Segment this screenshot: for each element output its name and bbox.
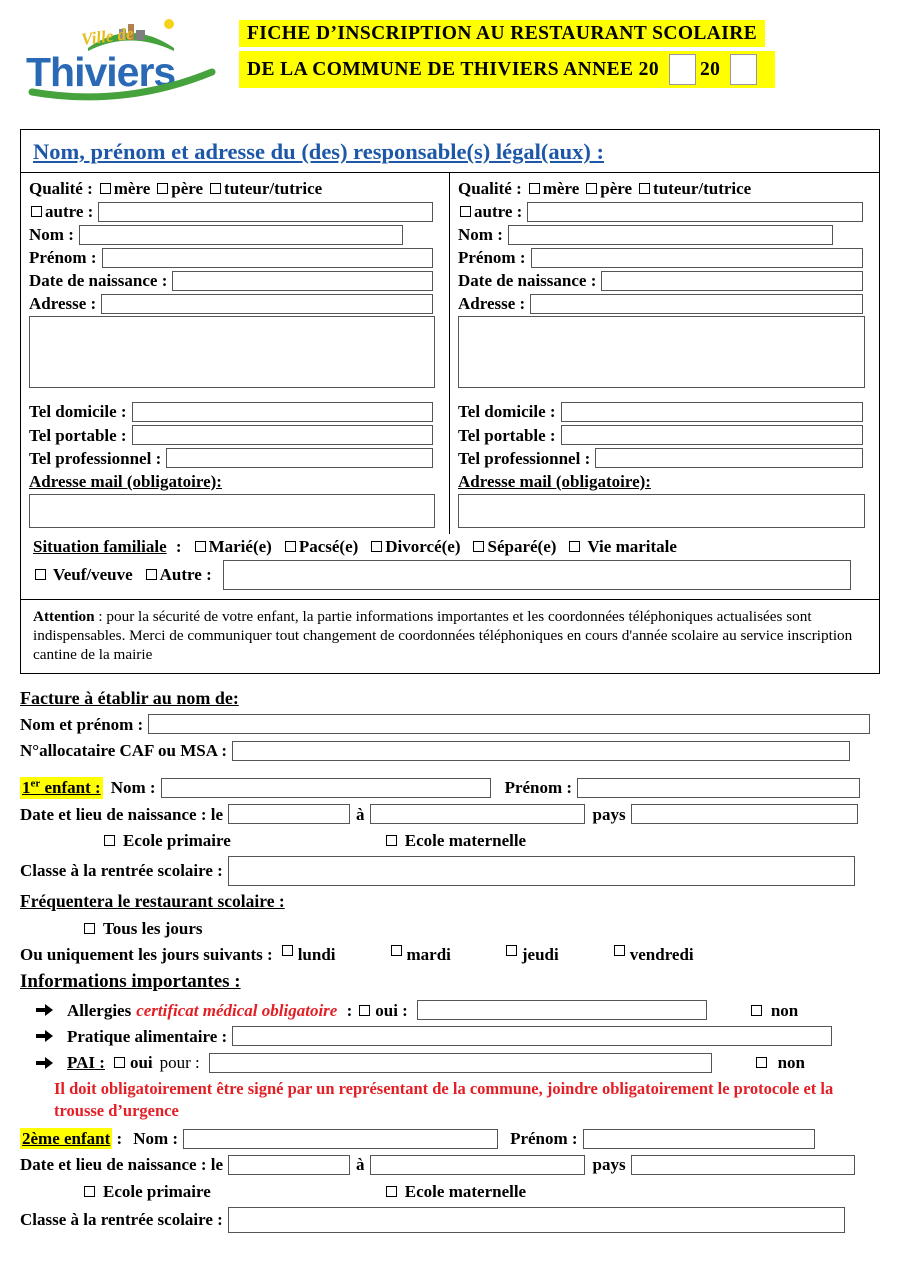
enfant2-ecole-primaire-checkbox[interactable]: [84, 1186, 95, 1197]
nom-row: [29, 224, 441, 245]
situation-autre-input[interactable]: [223, 560, 851, 590]
tel-professionnel-input[interactable]: [595, 448, 863, 468]
adresse-label: Adresse :: [458, 294, 526, 314]
autre-checkbox[interactable]: [460, 206, 471, 217]
enfant1-ecole-maternelle-label: Ecole maternelle: [404, 830, 527, 850]
enfant2-a-label: à: [356, 1155, 365, 1175]
responsable-2-column: [450, 173, 879, 534]
allergies-label: Allergies: [67, 1000, 132, 1020]
prenom-row: [458, 247, 871, 268]
form-body: [20, 688, 880, 1233]
adresse-label: Adresse :: [29, 294, 97, 314]
enfant2-nom-input[interactable]: [183, 1129, 498, 1149]
allocataire-label: N°allocataire CAF ou MSA :: [20, 741, 227, 760]
marie-checkbox[interactable]: [195, 541, 206, 552]
enfant2-prenom-input[interactable]: [583, 1129, 815, 1149]
facture-section: [20, 688, 880, 762]
allocataire-row: [20, 740, 880, 761]
responsables-columns: [21, 173, 879, 534]
qualite-row: [458, 178, 871, 199]
veuf-checkbox[interactable]: [35, 569, 46, 580]
mail-label-row: [458, 471, 871, 492]
year-start-input[interactable]: [669, 54, 696, 85]
pai-label: PAI :: [67, 1053, 105, 1072]
adresse-row: [458, 293, 871, 314]
enfant1-prenom-label: Prénom :: [504, 778, 573, 798]
facture-nom-input[interactable]: [148, 714, 870, 734]
prenom-label: Prénom :: [458, 248, 526, 268]
jours-suivants-label: Ou uniquement les jours suivants :: [20, 945, 273, 965]
allergies-oui-checkbox[interactable]: [359, 1005, 370, 1016]
mail-label: Adresse mail (obligatoire):: [458, 471, 651, 491]
responsables-title: [21, 130, 879, 173]
enfant1-ecole-primaire-checkbox[interactable]: [104, 835, 115, 846]
enfant2-head-row: [20, 1128, 880, 1149]
allergies-row: [36, 1000, 880, 1021]
arrow-bullet-icon: [36, 1057, 53, 1069]
header: [0, 0, 900, 107]
enfant2-naissance-row: [20, 1154, 880, 1175]
spacer: [29, 388, 441, 401]
enfant2-ecole-maternelle-label: Ecole maternelle: [404, 1181, 527, 1201]
autre-input[interactable]: [98, 202, 433, 222]
autre-label: autre :: [474, 202, 523, 222]
allergies-oui-label: oui :: [375, 1000, 408, 1020]
enfant1-prenom-input[interactable]: [577, 778, 860, 798]
tuteur-label: tuteur/tutrice: [653, 179, 752, 198]
tel-professionnel-row: [458, 448, 871, 469]
tel-professionnel-row: [29, 448, 441, 469]
tel-domicile-input[interactable]: [561, 402, 863, 422]
enfant2-date-input[interactable]: [228, 1155, 350, 1175]
enfant2-date-lieu-label: Date et lieu de naissance : le: [20, 1155, 224, 1175]
enfant1-classe-label: Classe à la rentrée scolaire :: [20, 861, 223, 881]
pai-oui-checkbox[interactable]: [114, 1057, 125, 1068]
tel-domicile-label: Tel domicile :: [458, 402, 556, 422]
enfant2-section: [20, 1128, 880, 1233]
vendredi-checkbox[interactable]: [614, 945, 625, 956]
situation-row-2: [33, 560, 867, 590]
date-naissance-label: Date de naissance :: [458, 271, 597, 291]
pai-warning-note: Il doit obligatoirement être signé par un représentant de la commune, joindre obligatoirement le protocole et la trousse d’urgence: [54, 1079, 834, 1120]
autre-label: autre :: [45, 202, 94, 222]
tel-portable-input[interactable]: [132, 425, 433, 445]
enfant2-lieu-input[interactable]: [370, 1155, 585, 1175]
date-naissance-row: [29, 270, 441, 291]
thiviers-logo: [22, 12, 227, 107]
separe-checkbox[interactable]: [473, 541, 484, 552]
thiviers-logo-graphic: [22, 12, 227, 102]
veuf-label: Veuf/veuve: [53, 565, 133, 585]
enfant1-badge-rest: enfant :: [40, 778, 101, 798]
prenom-input[interactable]: [531, 248, 863, 268]
enfant1-ecole-maternelle-checkbox[interactable]: [386, 835, 397, 846]
enfant1-section: [20, 777, 880, 1121]
enfant2-ecole-maternelle-checkbox[interactable]: [386, 1186, 397, 1197]
responsables-box: [20, 129, 880, 674]
spacer: [458, 388, 871, 401]
mail-label: Adresse mail (obligatoire):: [29, 471, 222, 491]
enfant2-classe-input[interactable]: [228, 1207, 845, 1233]
certificat-medical-label: certificat médical obligatoire: [136, 1000, 338, 1020]
enfant2-pays-label: pays: [592, 1155, 626, 1175]
mere-label: mère: [542, 179, 580, 198]
mere-checkbox[interactable]: [529, 183, 540, 194]
autre-row: [458, 201, 871, 222]
pratique-alimentaire-label: Pratique alimentaire :: [67, 1026, 228, 1046]
date-naissance-input[interactable]: [601, 271, 863, 291]
pere-label: père: [600, 179, 633, 198]
pere-label: père: [171, 179, 204, 198]
enfant1-pays-input[interactable]: [631, 804, 858, 824]
situation-autre-label: Autre :: [159, 565, 212, 585]
date-naissance-input[interactable]: [172, 271, 433, 291]
pai-non-label: non: [777, 1053, 805, 1072]
enfant2-badge: 2ème enfant: [22, 1129, 111, 1149]
enfant2-prenom-label: Prénom :: [510, 1129, 578, 1149]
nom-input[interactable]: [508, 225, 833, 245]
attention-text: : pour la sécurité de votre enfant, la partie informations importantes et les coordonnées téléphoniques actualisées sont indispensables. Merci de communiquer tout changement de coordonnées téléphoniques en cours d'année scolaire au service inscription cantine de la mairie: [33, 607, 853, 664]
divorce-checkbox[interactable]: [371, 541, 382, 552]
facture-nom-row: [20, 714, 880, 735]
vie-maritale-label: Vie maritale: [587, 536, 677, 556]
enfant1-nom-label: Nom :: [110, 778, 156, 798]
prenom-label: Prénom :: [29, 248, 97, 268]
pai-oui-label: oui: [129, 1053, 153, 1072]
adresse-input[interactable]: [101, 294, 433, 314]
enfant1-nom-input[interactable]: [161, 778, 491, 798]
title-line-2: [239, 51, 775, 88]
qualite-label: Qualité :: [458, 179, 522, 198]
situation-colon: :: [171, 536, 182, 556]
enfant1-a-label: à: [356, 804, 365, 824]
enfant2-nom-label: Nom :: [133, 1129, 179, 1149]
pai-non-checkbox[interactable]: [756, 1057, 767, 1068]
mere-label: mère: [113, 179, 151, 198]
adresse-textarea[interactable]: [458, 316, 865, 388]
mail-input[interactable]: [29, 494, 435, 528]
tel-domicile-label: Tel domicile :: [29, 402, 127, 422]
pai-input[interactable]: [209, 1053, 712, 1073]
allergies-non-label: non: [770, 1000, 799, 1020]
allocataire-input[interactable]: [232, 741, 850, 761]
enfant1-lieu-input[interactable]: [370, 804, 585, 824]
nom-row: [458, 224, 871, 245]
enfant2-badge-colon: :: [112, 1129, 123, 1149]
lundi-label: lundi: [297, 945, 336, 965]
enfant2-classe-label: Classe à la rentrée scolaire :: [20, 1210, 223, 1230]
logo-sun-icon: [164, 19, 174, 29]
pere-checkbox[interactable]: [586, 183, 597, 194]
responsables-title-text: Nom, prénom et adresse du (des) responsable(s) légal(aux) :: [33, 139, 605, 164]
lundi-checkbox[interactable]: [282, 945, 293, 956]
tous-les-jours-label: Tous les jours: [103, 919, 203, 938]
facture-title: Facture à établir au nom de:: [20, 687, 239, 708]
enfant1-pays-label: pays: [592, 804, 626, 824]
situation-autre-checkbox[interactable]: [146, 569, 157, 580]
enfant1-head-row: [20, 777, 880, 798]
mardi-checkbox[interactable]: [391, 945, 402, 956]
nom-label: Nom :: [458, 225, 503, 245]
tel-portable-row: [458, 425, 871, 446]
qualite-row: [29, 178, 441, 199]
enfant2-classe-row: [20, 1207, 880, 1233]
vie-maritale-checkbox[interactable]: [569, 541, 580, 552]
enfant1-ecole-row: [102, 830, 880, 851]
enfant1-badge-sup: er: [30, 777, 41, 790]
adresse-textarea[interactable]: [29, 316, 435, 388]
pere-checkbox[interactable]: [157, 183, 168, 194]
allergies-input[interactable]: [417, 1000, 707, 1020]
jeudi-label: jeudi: [521, 945, 559, 965]
nom-label: Nom :: [29, 225, 74, 245]
pacse-checkbox[interactable]: [285, 541, 296, 552]
mere-checkbox[interactable]: [100, 183, 111, 194]
attention-bold: Attention: [33, 607, 95, 625]
facture-nom-label: Nom et prénom :: [20, 714, 144, 734]
title-line-2-text: DE LA COMMUNE DE THIVIERS ANNEE 20: [247, 58, 659, 80]
autre-row: [29, 201, 441, 222]
tous-les-jours-checkbox[interactable]: [84, 923, 95, 934]
mail-input[interactable]: [458, 494, 865, 528]
date-naissance-row: [458, 270, 871, 291]
mardi-label: mardi: [406, 945, 451, 965]
tuteur-checkbox[interactable]: [639, 183, 650, 194]
form-title: [239, 12, 775, 107]
infos-importantes-title: Informations importantes :: [20, 970, 241, 992]
qualite-label: Qualité :: [29, 179, 93, 198]
adresse-input[interactable]: [530, 294, 863, 314]
situation-familiale: [21, 534, 879, 590]
title-line-2-mid: 20: [699, 58, 721, 80]
pai-pour-label: pour :: [159, 1053, 200, 1072]
situation-row-1: [33, 536, 867, 557]
allergies-non-checkbox[interactable]: [751, 1005, 762, 1016]
logo-name-text: Thiviers: [26, 49, 176, 95]
tel-portable-input[interactable]: [561, 425, 863, 445]
enfant1-badge: [20, 777, 103, 798]
vendredi-label: vendredi: [629, 945, 694, 965]
divorce-label: Divorcé(e): [385, 536, 461, 556]
pacse-label: Pacsé(e): [298, 536, 359, 556]
year-end-input[interactable]: [730, 54, 757, 85]
attention-note: [21, 599, 879, 673]
arrow-bullet-icon: [36, 1004, 53, 1016]
pratique-alimentaire-row: [36, 1026, 880, 1047]
tel-domicile-row: [29, 401, 441, 422]
pai-row: [36, 1052, 880, 1073]
enfant1-ecole-primaire-label: Ecole primaire: [123, 830, 231, 850]
title-line-1: FICHE D’INSCRIPTION AU RESTAURANT SCOLAIRE: [239, 20, 765, 47]
allergies-colon: :: [342, 1000, 353, 1020]
adresse-row: [29, 293, 441, 314]
jours-suivants-row: [20, 944, 880, 965]
date-naissance-label: Date de naissance :: [29, 271, 168, 291]
tel-portable-row: [29, 425, 441, 446]
enfant1-naissance-row: [20, 804, 880, 825]
enfant1-badge-num: 1: [22, 778, 31, 798]
tuteur-label: tuteur/tutrice: [224, 179, 323, 198]
autre-checkbox[interactable]: [31, 206, 42, 217]
tel-portable-label: Tel portable :: [29, 425, 127, 445]
tel-domicile-input[interactable]: [132, 402, 433, 422]
autre-input[interactable]: [527, 202, 863, 222]
marie-label: Marié(e): [208, 536, 272, 556]
frequentera-title: Fréquentera le restaurant scolaire :: [20, 891, 285, 911]
prenom-row: [29, 247, 441, 268]
nom-input[interactable]: [79, 225, 403, 245]
mail-label-row: [29, 471, 441, 492]
tel-domicile-row: [458, 401, 871, 422]
tel-professionnel-label: Tel professionnel :: [458, 448, 591, 468]
jeudi-checkbox[interactable]: [506, 945, 517, 956]
enfant1-classe-input[interactable]: [228, 856, 855, 886]
pratique-alimentaire-input[interactable]: [232, 1026, 832, 1046]
enfant2-pays-input[interactable]: [631, 1155, 855, 1175]
arrow-bullet-icon: [36, 1030, 53, 1042]
prenom-input[interactable]: [102, 248, 433, 268]
enfant1-date-lieu-label: Date et lieu de naissance : le: [20, 804, 224, 824]
responsable-1-column: [21, 173, 450, 534]
tous-les-jours-row: [82, 918, 880, 939]
enfant1-date-input[interactable]: [228, 804, 350, 824]
separe-label: Séparé(e): [487, 536, 557, 556]
tel-professionnel-input[interactable]: [166, 448, 433, 468]
enfant1-classe-row: [20, 856, 880, 886]
situation-label: Situation familiale: [33, 536, 167, 556]
tel-portable-label: Tel portable :: [458, 425, 556, 445]
tuteur-checkbox[interactable]: [210, 183, 221, 194]
enfant2-ecole-primaire-label: Ecole primaire: [103, 1181, 211, 1201]
logo-script-text: Ville de: [80, 23, 135, 49]
tel-professionnel-label: Tel professionnel :: [29, 448, 162, 468]
enfant2-ecole-row: [82, 1181, 880, 1202]
